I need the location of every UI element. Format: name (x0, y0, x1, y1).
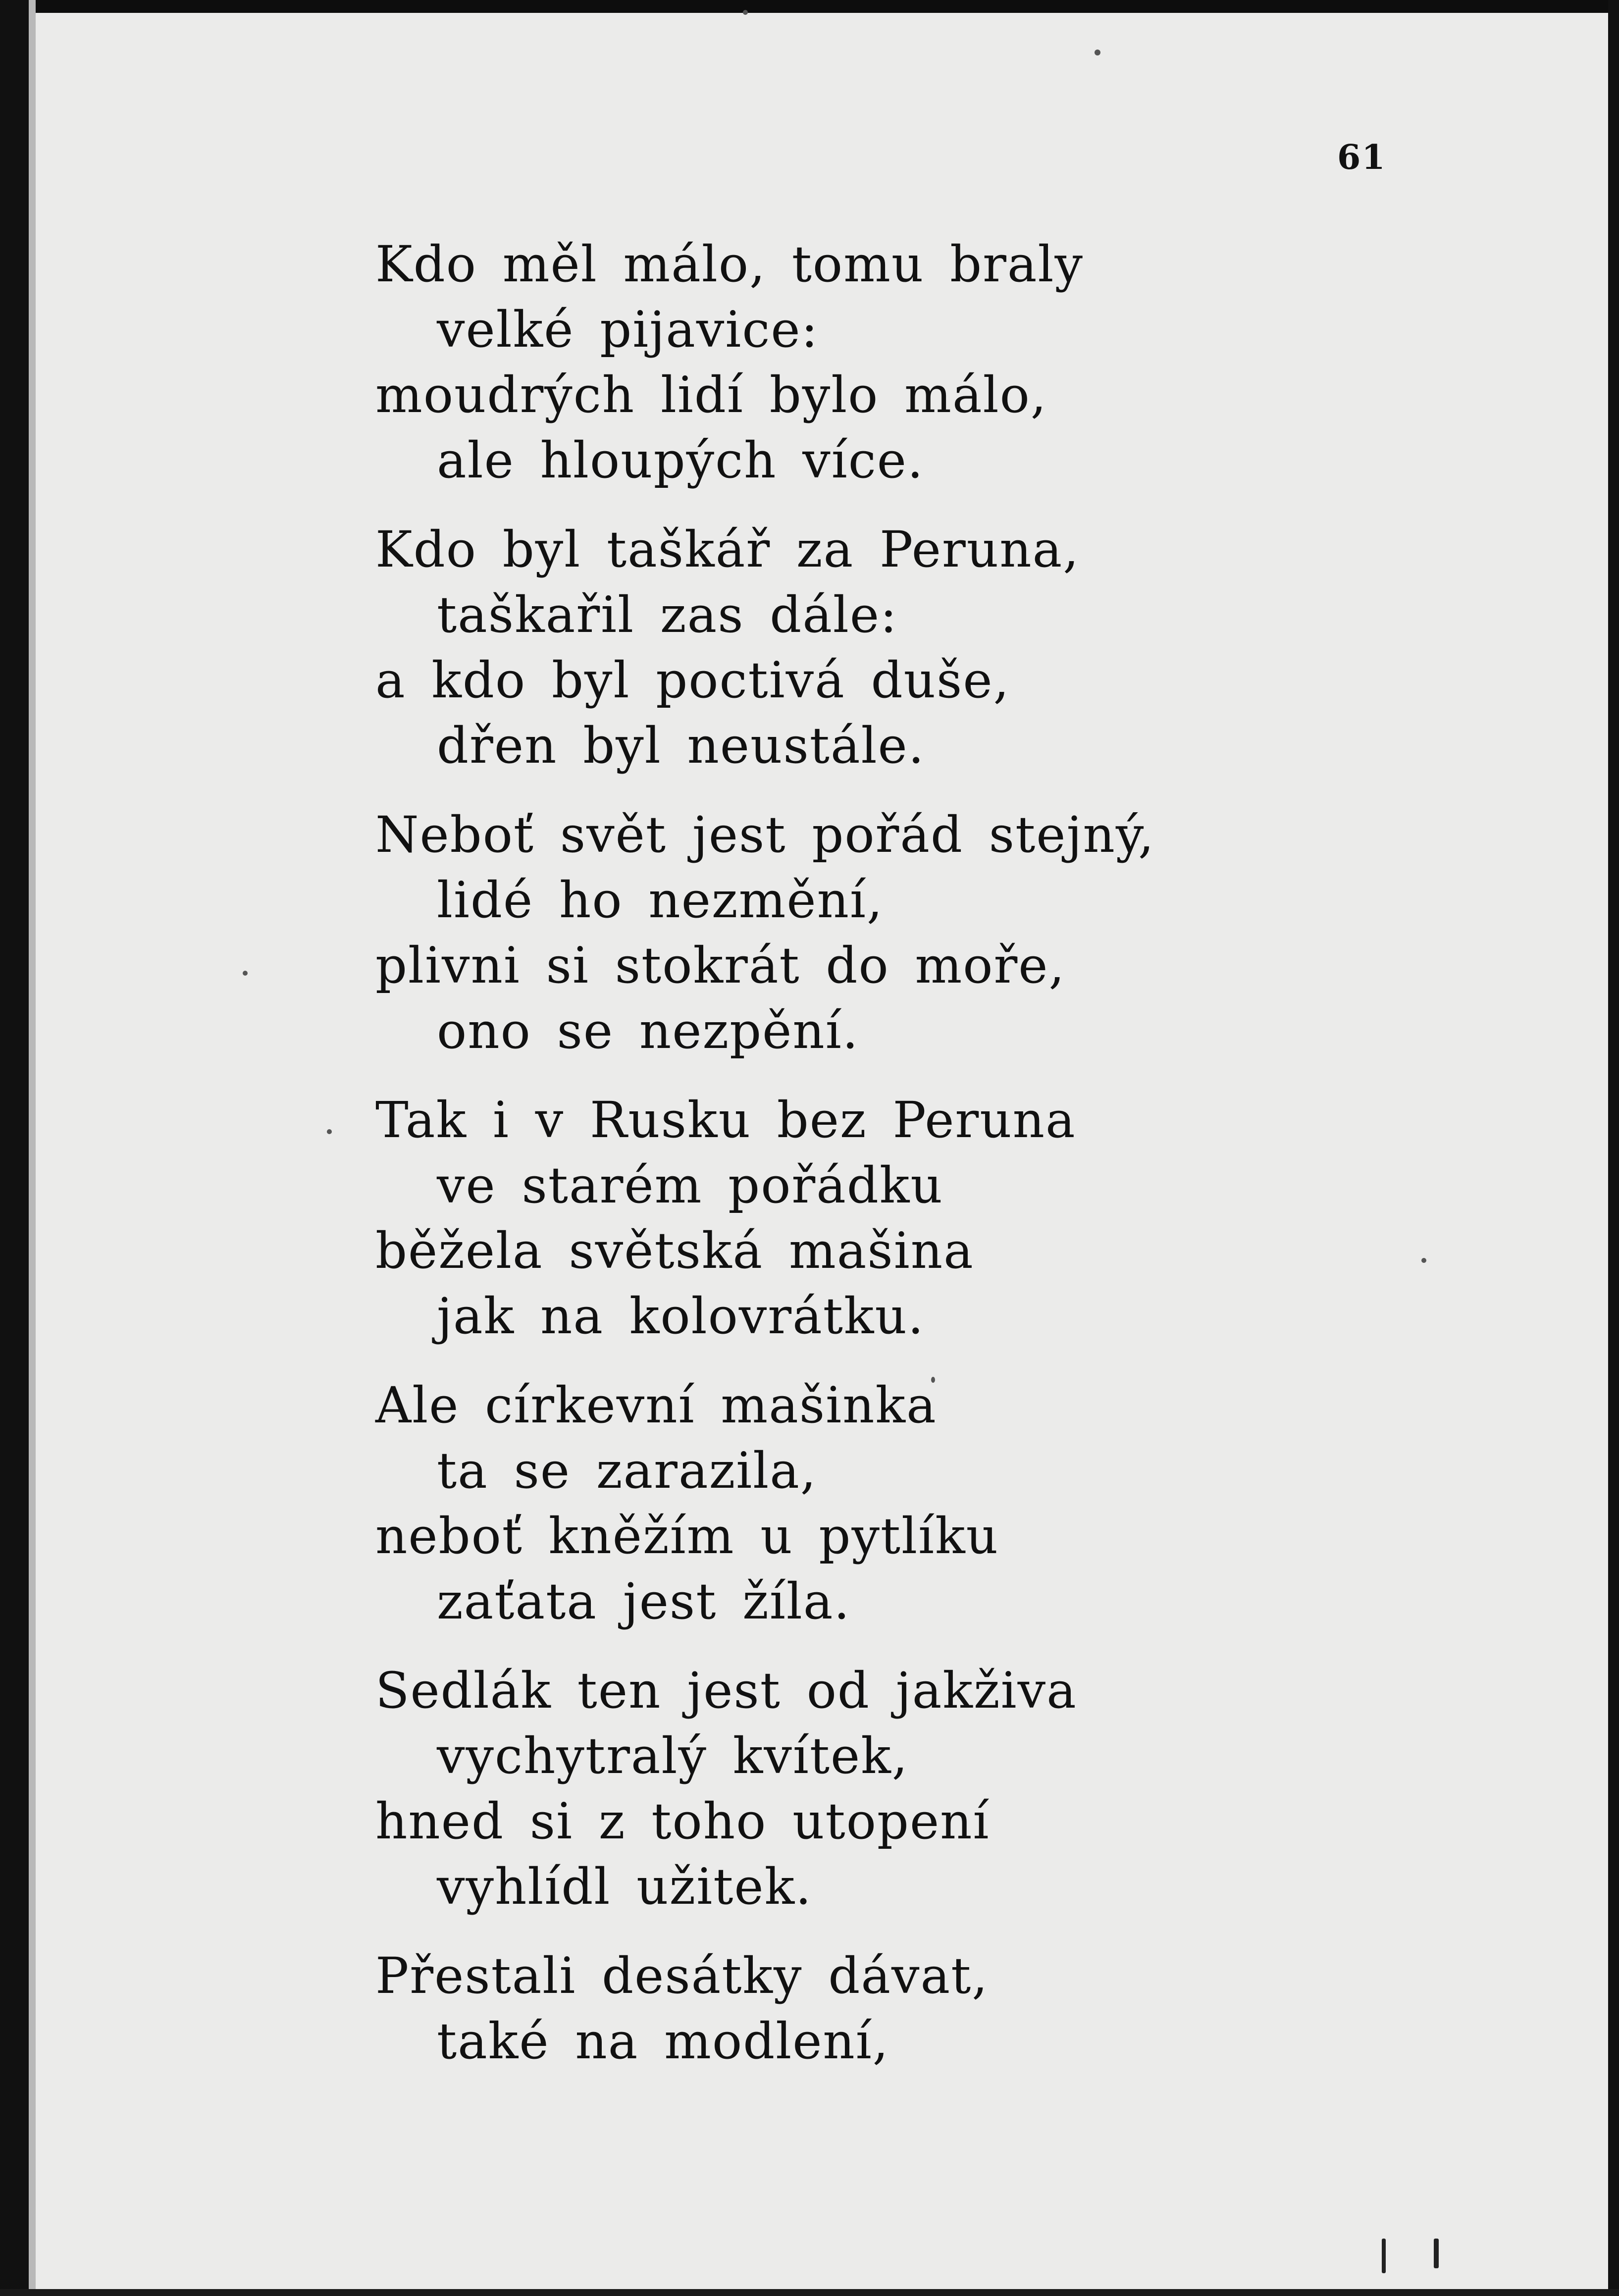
verse-line: Tak i v Rusku bez Peruna (375, 1091, 1076, 1149)
scan-right-edge (1608, 0, 1619, 2296)
scan-speck (327, 1129, 332, 1134)
verse-line: dřen byl neustále. (437, 717, 925, 775)
scan-speck (1382, 2239, 1386, 2273)
page-number: 61 (1337, 138, 1386, 177)
verse-line: vyhlídl užitek. (437, 1858, 812, 1916)
verse-line: Neboť svět jest pořád stejný, (375, 806, 1155, 864)
scan-speck (243, 971, 248, 976)
page-gutter-shadow (29, 0, 36, 2296)
stanza-6 (375, 1658, 1366, 1920)
poem-body (375, 232, 1366, 2098)
stanza-2 (375, 517, 1366, 779)
verse-line: Kdo měl málo, tomu braly (375, 235, 1084, 293)
verse-line: taškařil zas dále: (437, 586, 898, 644)
verse-line: Kdo byl taškář za Peruna, (375, 521, 1080, 578)
verse-line: také na modlení, (437, 2012, 889, 2070)
scan-speck (1421, 1258, 1426, 1263)
verse-line: neboť kněžím u pytlíku (375, 1507, 999, 1565)
scan-bottom-edge (0, 2289, 1619, 2296)
verse-line: moudrých lidí bylo málo, (375, 366, 1047, 424)
verse-line: a kdo byl poctivá duše, (375, 651, 1010, 709)
scan-speck (743, 10, 748, 15)
scan-speck (1434, 2239, 1439, 2268)
verse-line: Sedlák ten jest od jakživa (375, 1662, 1077, 1720)
verse-line: hned si z toho utopení (375, 1792, 990, 1850)
verse-line: vychytralý kvítek, (437, 1727, 909, 1785)
verse-line: ta se zarazila, (437, 1442, 817, 1500)
verse-line: ale hloupých více. (437, 431, 924, 489)
stanza-1 (375, 232, 1366, 493)
verse-line: plivni si stokrát do moře, (375, 937, 1066, 994)
scan-top-edge (0, 0, 1619, 13)
verse-line: ve starém pořádku (437, 1156, 943, 1214)
verse-line: jak na kolovrátku. (437, 1287, 925, 1345)
stanza-5 (375, 1373, 1366, 1634)
verse-line: ono se nezpění. (437, 1002, 859, 1060)
verse-line: lidé ho nezmění, (437, 871, 884, 929)
scan-left-edge (0, 0, 29, 2296)
verse-line: zaťata jest žíla. (437, 1572, 851, 1630)
verse-line: běžela světská mašina (375, 1222, 974, 1280)
stanza-4 (375, 1088, 1366, 1349)
stanza-7 (375, 1943, 1366, 2074)
stanza-3 (375, 802, 1366, 1064)
verse-line: velké pijavice: (437, 301, 819, 359)
verse-line: Přestali desátky dávat, (375, 1947, 989, 2005)
scan-speck (1095, 50, 1100, 55)
verse-line: Ale církevní mašinka (375, 1376, 937, 1434)
